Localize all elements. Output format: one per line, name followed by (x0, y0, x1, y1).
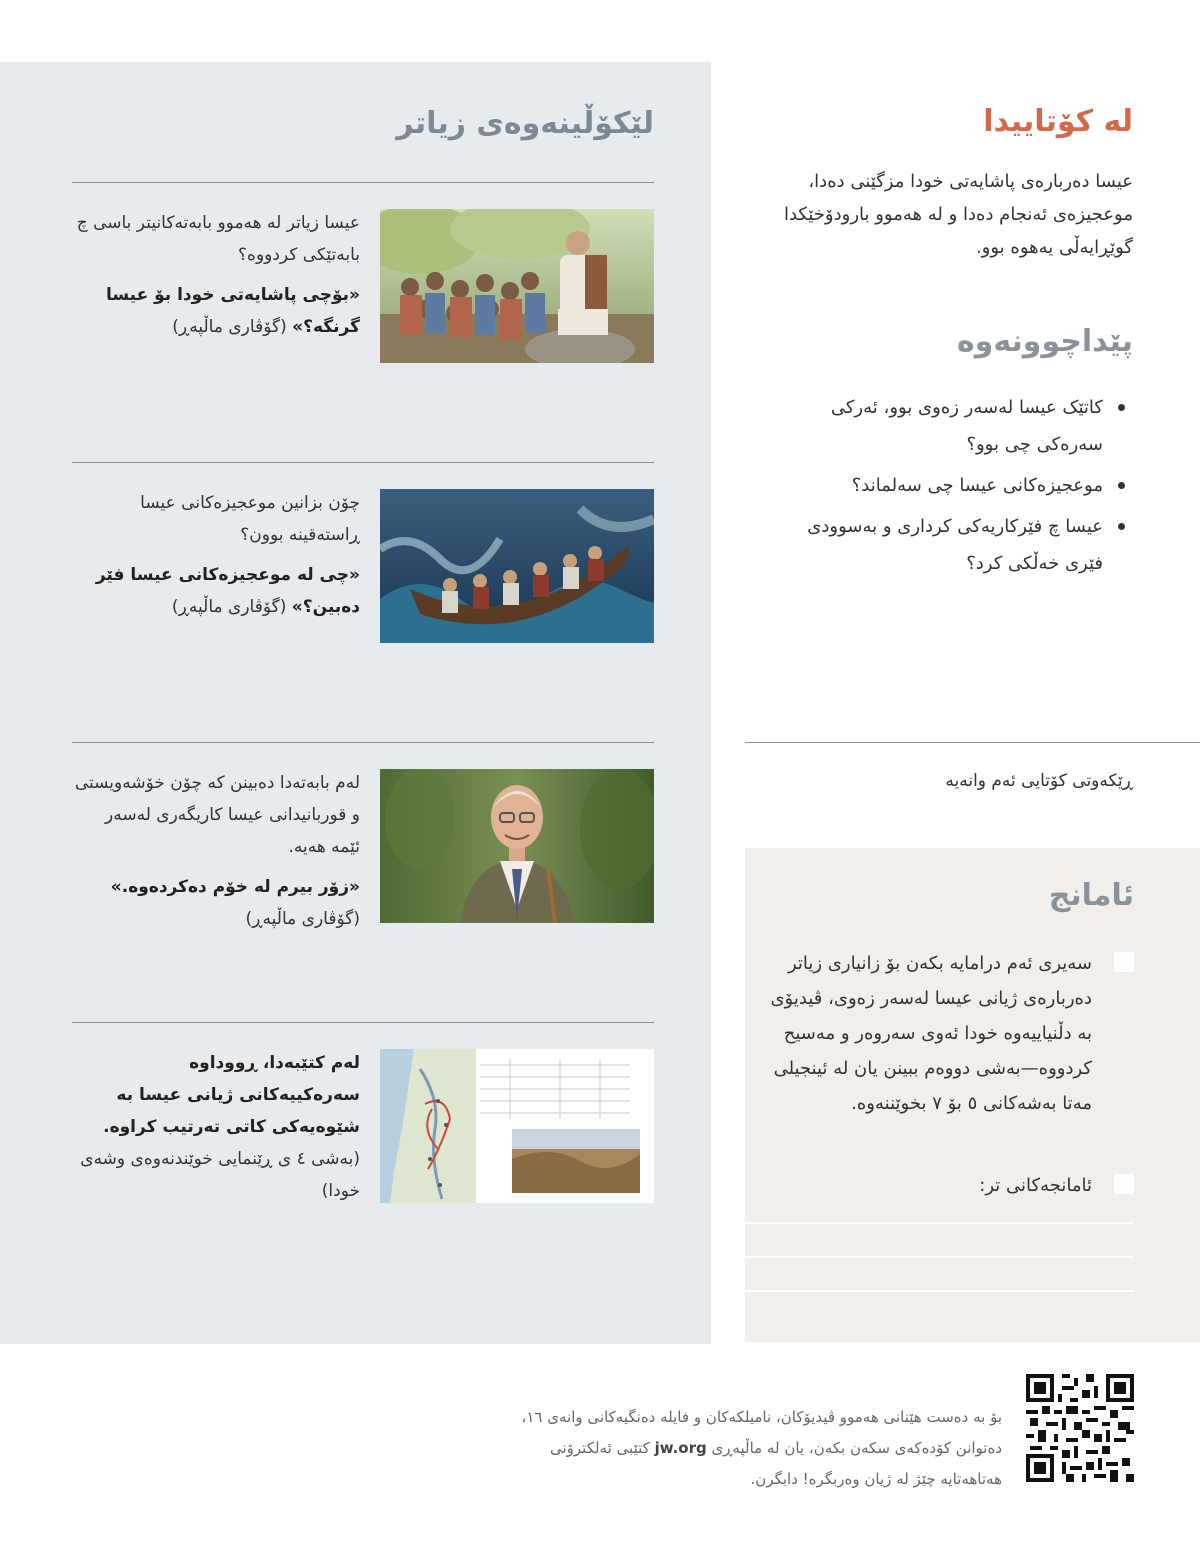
study-item-4[interactable] (72, 1022, 654, 1283)
boat-storm-image[interactable] (380, 489, 654, 643)
study-reference[interactable] (72, 279, 360, 343)
jesus-teaching-crowd-image[interactable] (380, 209, 654, 363)
study-reference-title[interactable]: «بۆچی پاشایەتی خودا بۆ عیسا گرنگە؟» (105, 285, 360, 337)
further-study-title: لێکۆڵینەوەی زیاتر (396, 106, 654, 141)
study-reference-title[interactable]: لەم کتێبەدا، ڕووداوە سەرەکییەکانی ژیانی عیسا بە شێوەیەکی کاتی تەرتیب کراوە. (103, 1053, 360, 1137)
goal-title: ئامانج (1048, 878, 1134, 913)
footer-site-link[interactable]: jw.org (654, 1439, 707, 1457)
study-reference-title[interactable]: «چی لە موعجیزەکانی عیسا فێر دەبین؟» (95, 565, 360, 617)
goal-text-2: ئامانجەکانی تر: (979, 1175, 1092, 1196)
goal-text-1: سەیری ئەم درامایە بکەن بۆ زانیاری زیاتر دەربارەی ژیانی عیسا لەسەر زەوی، ڤیدیۆی بە دڵنیاییەوە خودا ئەوی سەروەر و مەسیح کردووە—بەشی دووەم ببینن یان لە ئینجیلی مەتا بەشەکانی ٥ بۆ ٧ بخوێننەوە. (770, 953, 1092, 1114)
review-question: عیسا چ فێرکاریەکی کرداری و بەسوودی فێری خەڵکی کرد؟ (785, 508, 1133, 582)
footer-text-after: کتێبی ئەلکترۆنی هەتاهەتایە چێژ لە ژیان وەربگرە! دابگرن. (549, 1439, 1002, 1488)
study-question: عیسا زیاتر لە هەموو بابەتەکانیتر باسی چ بابەتێکی کردووە؟ (76, 213, 360, 265)
further-study-panel (0, 62, 711, 1344)
goal-item-1 (770, 946, 1134, 1121)
goal-checkbox-2[interactable] (1114, 1174, 1134, 1194)
review-section (745, 324, 1133, 586)
review-question: کاتێک عیسا لەسەر زەوی بوو، ئەرکی سەرەکی چی بوو؟ (785, 389, 1133, 463)
footer-text (490, 1402, 1002, 1495)
qr-code-icon[interactable] (1026, 1374, 1134, 1482)
study-question: لەم بابەتەدا دەبینن کە چۆن خۆشەویستی و قوربانیدانی عیسا کاریگەری لەسەر ئێمە هەیە. (74, 773, 360, 857)
review-question: موعجیزەکانی عیسا چی سەلماند؟ (785, 467, 1133, 504)
study-reference-source: (گۆڤاری ماڵپەڕ) (245, 909, 360, 929)
summary-section (745, 104, 1133, 264)
study-item-1[interactable] (72, 182, 654, 443)
goal-writing-line[interactable] (745, 1222, 1134, 1224)
map-chart-image[interactable] (380, 1049, 654, 1203)
study-item-1-text (72, 207, 360, 343)
study-item-3[interactable] (72, 742, 654, 1003)
goal-panel (745, 848, 1200, 1342)
footer-text-before: بۆ بە دەست هێنانی هەموو ڤیدیۆکان، نامیلکەکان و فایلە دەنگیەکانی وانەی ١٦، دەتوانن کۆدەکەی سکەن بکەن، یان لە ماڵپەڕی (521, 1408, 1002, 1457)
goal-item-2 (770, 1168, 1134, 1203)
completion-date-label: ڕێکەوتی کۆتایی ئەم وانەیە (945, 771, 1133, 791)
study-reference-source: (گۆڤاری ماڵپەڕ) (172, 317, 287, 337)
goal-checkbox-1[interactable] (1114, 952, 1134, 972)
study-question: چۆن بزانین موعجیزەکانی عیسا ڕاستەقینە بوون؟ (140, 493, 360, 545)
study-reference-source: (بەشی ٤ ی ڕێنمایی خوێندنەوەی وشەی خودا) (80, 1149, 360, 1201)
study-item-2[interactable] (72, 462, 654, 723)
summary-text: عیسا دەربارەی پاشایەتی خودا مزگێنی دەدا، موعجیزەی ئەنجام دەدا و لە هەموو بارودۆخێکدا گوێڕایەڵی یەهوە بوو. (783, 171, 1133, 258)
review-list (745, 389, 1133, 582)
study-item-4-text (72, 1047, 360, 1207)
study-question[interactable] (72, 1047, 360, 1207)
study-item-3-text (72, 767, 360, 935)
summary-title: لە کۆتاییدا (983, 104, 1133, 139)
goal-writing-line[interactable] (745, 1290, 1134, 1292)
review-title: پێداچوونەوە (956, 324, 1133, 359)
study-reference-title[interactable]: «زۆر بیرم لە خۆم دەکردەوە.» (110, 877, 360, 897)
man-portrait-image[interactable] (380, 769, 654, 923)
study-item-2-text (72, 487, 360, 623)
goal-writing-line[interactable] (745, 1256, 1134, 1258)
study-reference[interactable] (72, 871, 360, 935)
study-reference[interactable] (72, 559, 360, 623)
study-reference-source: (گۆڤاری ماڵپەڕ) (171, 597, 287, 617)
section-divider (745, 742, 1200, 743)
